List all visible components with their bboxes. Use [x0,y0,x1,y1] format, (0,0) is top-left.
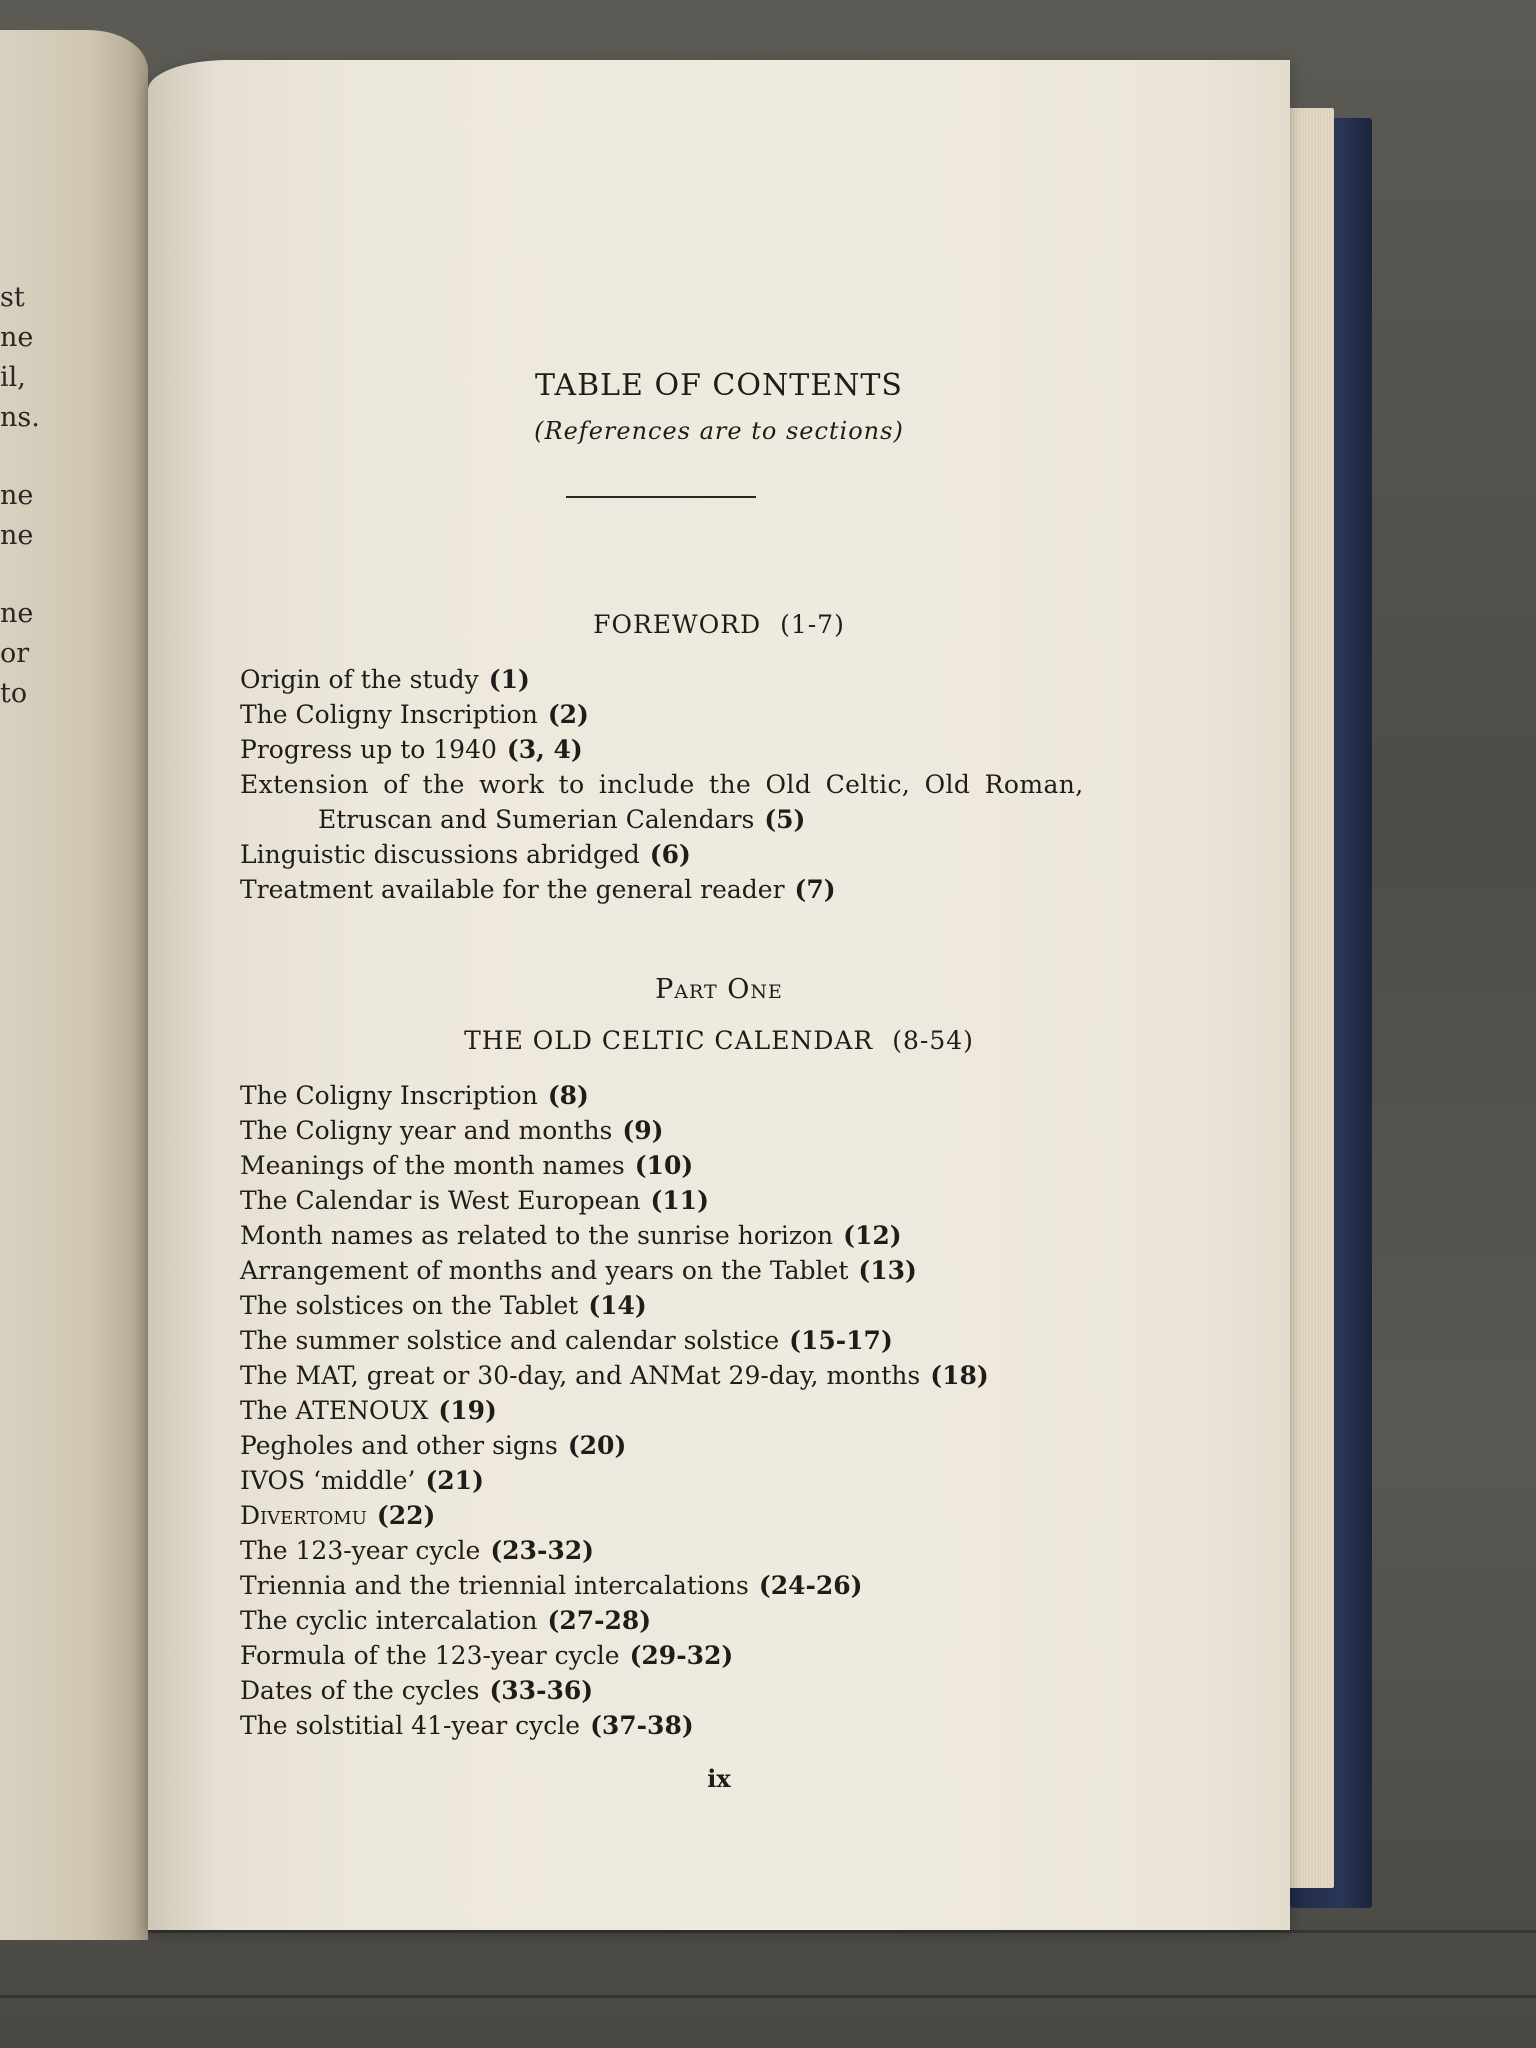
part-one-label: Part One [655,974,783,1005]
list-item [240,837,1240,872]
entry-ref: (9) [622,1116,664,1145]
list-item [240,1638,1240,1673]
list-item-continuation [240,802,1240,837]
table-plank-line [0,1995,1536,1998]
entry-text: Pegholes and other signs [240,1431,558,1460]
list-item [240,1253,1240,1288]
entry-ref: (12) [843,1221,902,1250]
entry-text: Arrangement of months and years on the Tablet [240,1256,849,1285]
list-item [240,767,1240,802]
part-one-heading-ref: (8-54) [892,1026,974,1055]
part-one-list [240,1078,1240,1743]
left-page-fragment: st [0,282,25,313]
entry-text: Progress up to 1940 [240,735,497,764]
list-item [240,1533,1240,1568]
foreword-heading [148,610,1290,639]
entry-text: The cyclic intercalation [240,1606,538,1635]
foreword-heading-ref: (1-7) [780,610,845,639]
entry-ref: (11) [650,1186,709,1215]
entry-ref: (24-26) [758,1571,863,1600]
entry-text: The solstitial 41-year cycle [240,1711,581,1740]
left-page [0,30,148,1940]
foreword-heading-text: FOREWORD [593,610,762,639]
page-content [148,60,1290,1930]
entry-ref: (29-32) [629,1641,734,1670]
entry-text: Origin of the study [240,665,479,694]
list-item [240,1323,1240,1358]
entry-text: Extension of the work to include the Old Celtic, Old Roman, [240,770,1084,799]
left-page-fragment: to [0,678,28,709]
list-item [240,1218,1240,1253]
part-one-heading [148,1026,1290,1055]
entry-ref: (23-32) [490,1536,594,1565]
entry-ref: (5) [764,805,806,834]
list-item [240,1148,1240,1183]
entry-ref: (19) [438,1396,497,1425]
entry-text: The summer solstice and calendar solstice [240,1326,780,1355]
entry-ref: (2) [547,700,589,729]
page-subtitle: (References are to sections) [534,417,904,445]
entry-text: The Coligny Inscription [240,700,538,729]
entry-text: Linguistic discussions abridged [240,840,640,869]
entry-text: The ATENOUX [240,1396,429,1425]
entry-text: Dates of the cycles [240,1676,480,1705]
entry-text: The 123-year cycle [240,1536,481,1565]
entry-text: Etruscan and Sumerian Calendars [318,805,755,834]
entry-text: IVOS ‘middle’ [240,1466,416,1495]
page-number: ix [707,1764,731,1793]
list-item [240,1358,1240,1393]
entry-text: Month names as related to the sunrise horizon [240,1221,834,1250]
list-item [240,872,1240,907]
entry-ref: (18) [930,1361,989,1390]
title-rule [566,496,756,498]
entry-ref: (1) [488,665,530,694]
list-item [240,1393,1240,1428]
left-page-fragment: ne [0,520,34,551]
list-item [240,1673,1240,1708]
list-item [240,697,1240,732]
entry-ref: (27-28) [547,1606,652,1635]
left-page-fragment: ns. [0,402,40,433]
list-item [240,1078,1240,1113]
entry-ref: (7) [794,875,836,904]
list-item [240,732,1240,767]
entry-ref: (21) [425,1466,484,1495]
entry-ref: (10) [634,1151,694,1180]
entry-ref: (22) [376,1501,436,1530]
entry-ref: (33-36) [489,1676,594,1705]
left-page-fragment: ne [0,480,34,511]
entry-ref: (15-17) [789,1326,893,1355]
list-item [240,1568,1240,1603]
left-page-fragment: ne [0,598,34,629]
left-page-fragment: or [0,638,30,669]
entry-text: The Coligny Inscription [240,1081,538,1110]
list-item [240,662,1240,697]
left-page-fragment: il, [0,362,26,393]
list-item [240,1708,1240,1743]
entry-text: Divertomu [240,1501,367,1530]
entry-ref: (37-38) [590,1711,694,1740]
left-page-fragment: ne [0,322,34,353]
list-item [240,1113,1240,1148]
entry-ref: (6) [649,840,691,869]
table-plank-line [0,1930,1536,1933]
entry-text: The Calendar is West European [240,1186,641,1215]
entry-ref: (8) [547,1081,589,1110]
page-title: TABLE OF CONTENTS [535,368,903,403]
book-page [148,60,1290,1930]
entry-text: The MAT, great or 30-day, and ANMat 29-day, months [240,1361,921,1390]
list-item [240,1183,1240,1218]
entry-ref: (20) [567,1431,627,1460]
page-block-edge [1288,108,1334,1888]
list-item [240,1498,1240,1533]
entry-text: Triennia and the triennial intercalations [240,1571,749,1600]
entry-text: Treatment available for the general reader [240,875,785,904]
entry-text: The solstices on the Tablet [240,1291,579,1320]
list-item [240,1463,1240,1498]
list-item [240,1288,1240,1323]
entry-text: The Coligny year and months [240,1116,613,1145]
foreword-list [240,662,1240,907]
part-one-heading-text: THE OLD CELTIC CALENDAR [464,1026,874,1055]
list-item [240,1603,1240,1638]
entry-ref: (14) [588,1291,647,1320]
entry-ref: (3, 4) [506,735,583,764]
list-item [240,1428,1240,1463]
entry-text: Meanings of the month names [240,1151,625,1180]
entry-text: Formula of the 123-year cycle [240,1641,620,1670]
entry-ref: (13) [858,1256,917,1285]
